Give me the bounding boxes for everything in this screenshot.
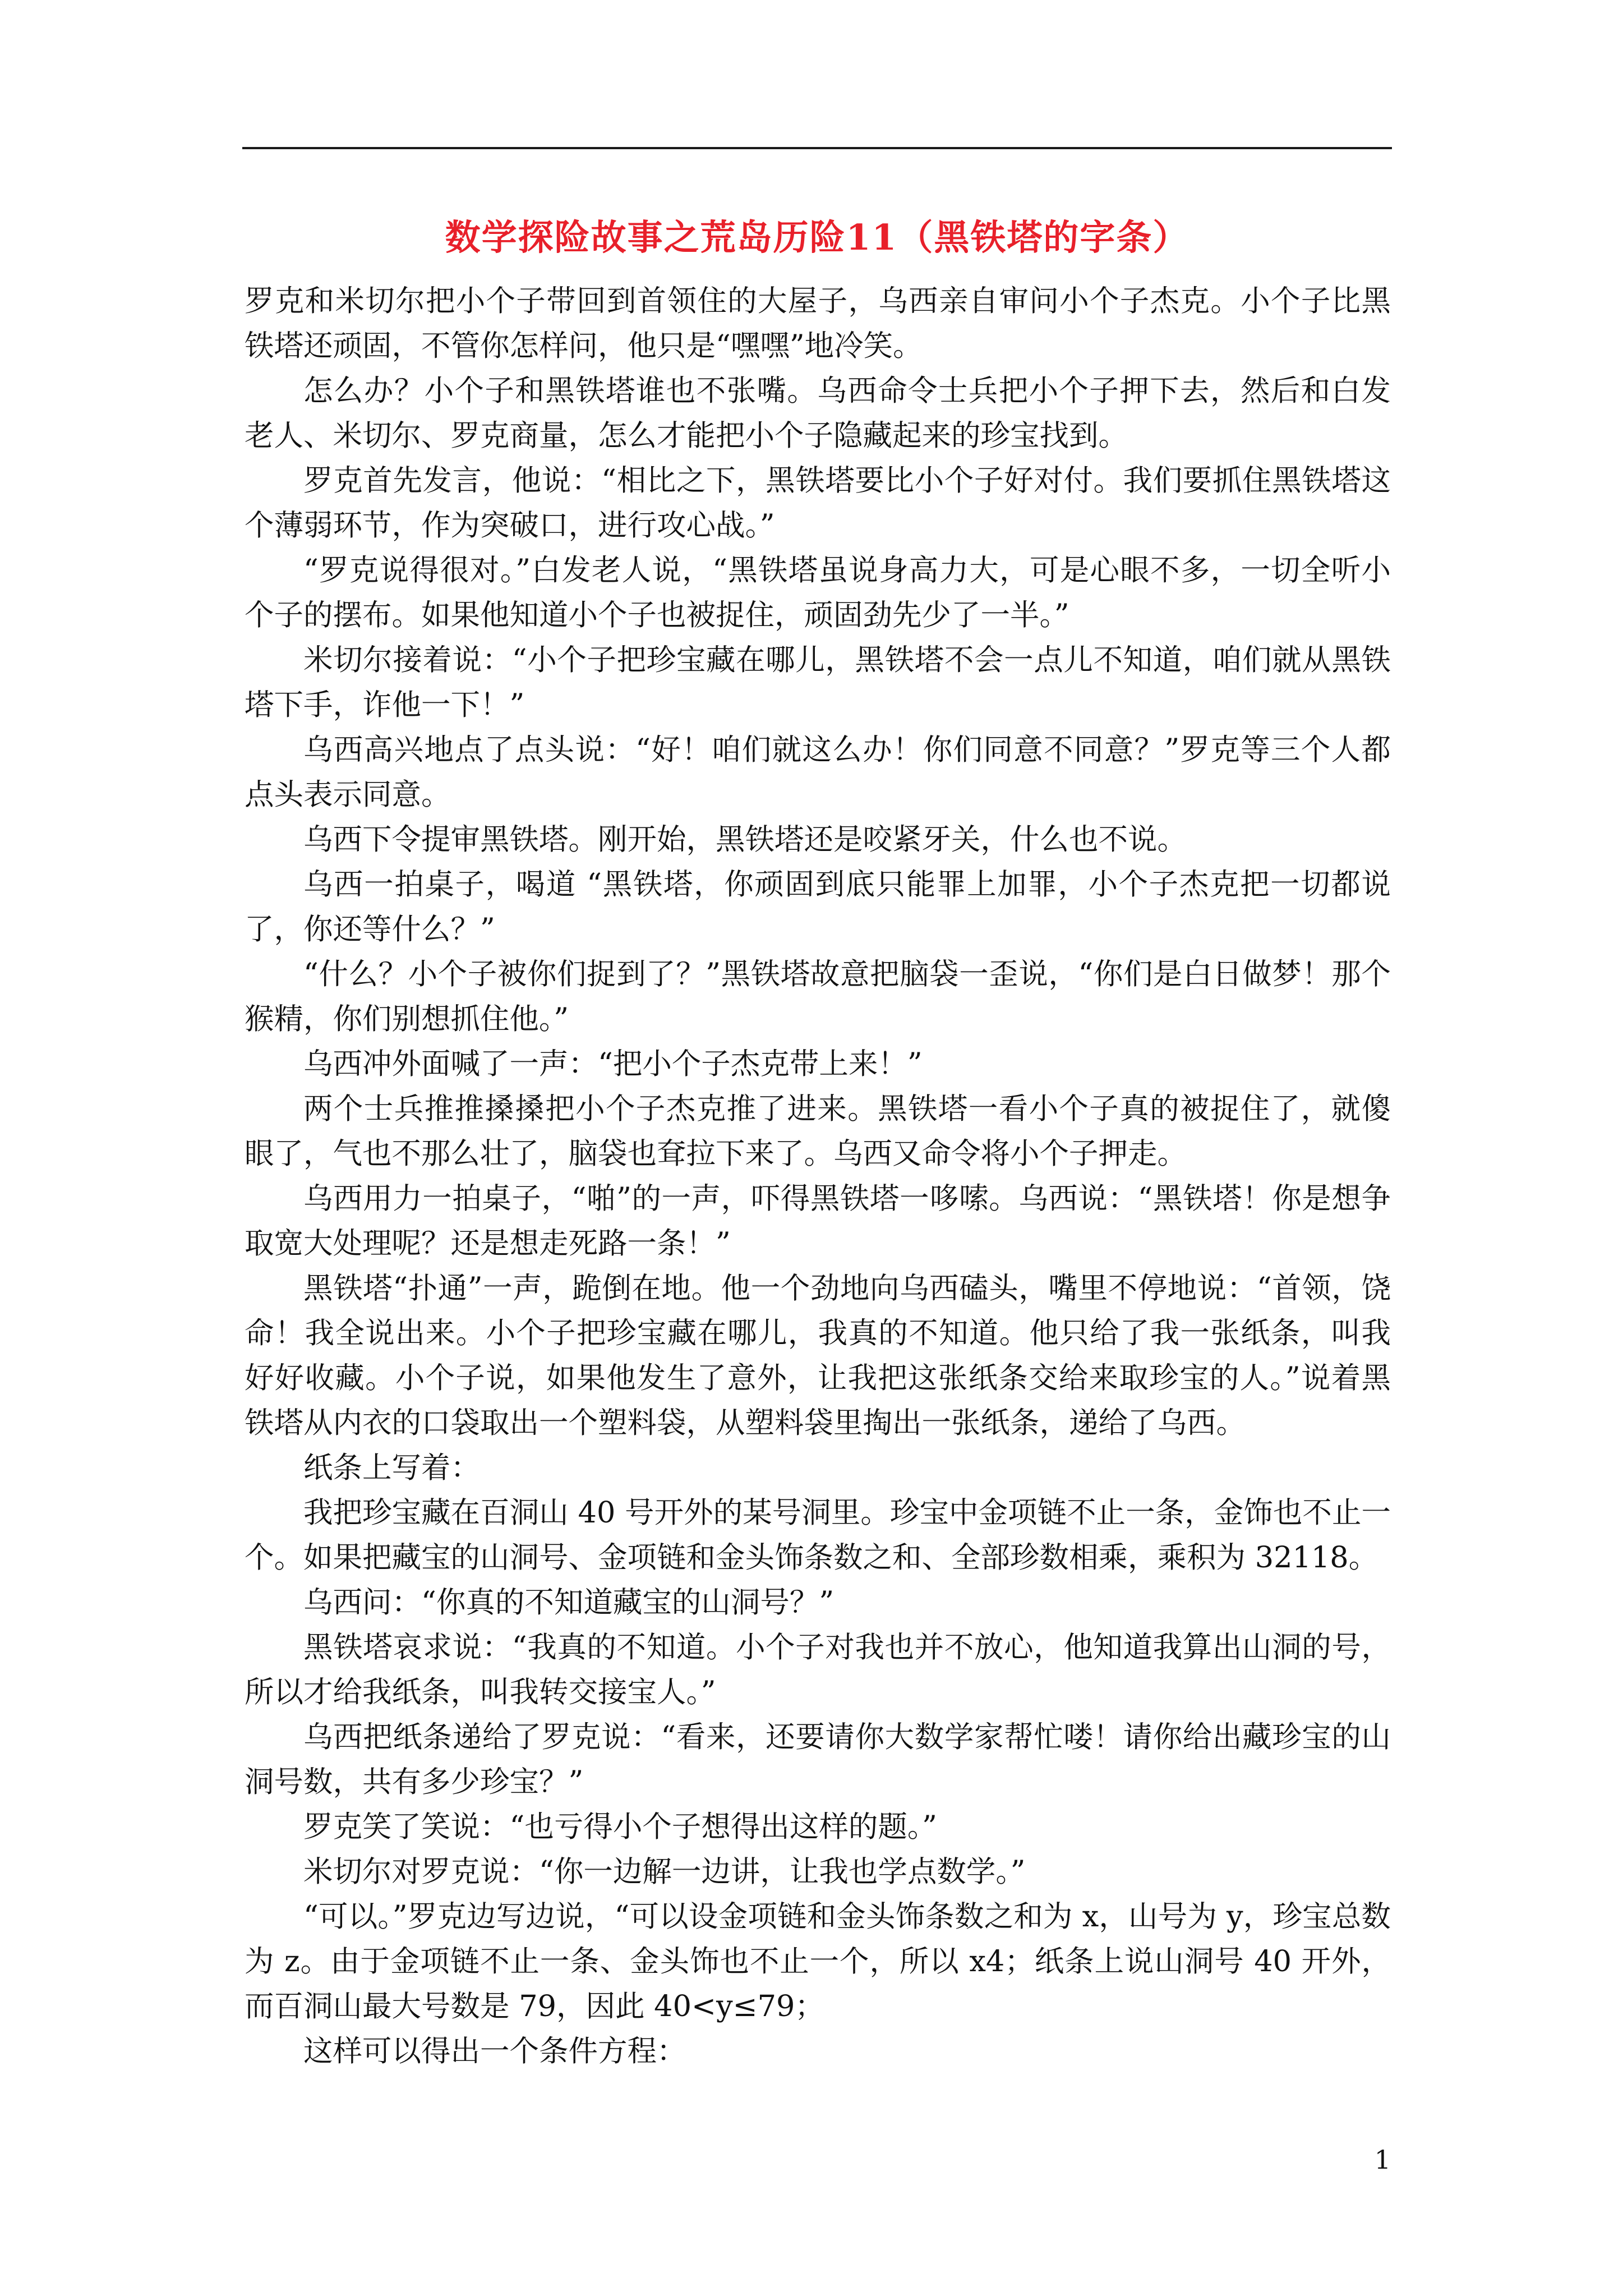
body-text xyxy=(245,279,1391,2074)
paragraph: 这样可以得出一个条件方程： xyxy=(303,2034,686,2068)
paragraph: 乌西下令提审黑铁塔。刚开始，黑铁塔还是咬紧牙关，什么也不说。 xyxy=(303,822,1187,857)
paragraph: 两个士兵推推搡搡把小个子杰克推了进来。黑铁塔一看小个子真的被捉住了，就傻眼了，气也不那么壮了，脑袋也耷拉下来了。乌西又命令将小个子押走。 xyxy=(245,1092,1391,1171)
paragraph: 乌西冲外面喊了一声：“把小个子杰克带上来！” xyxy=(303,1047,923,1081)
paragraph: 黑铁塔哀求说：“我真的不知道。小个子对我也并不放心，他知道我算出山洞的号，所以才给我纸条，叫我转交接宝人。” xyxy=(245,1630,1391,1709)
paragraph: 乌西把纸条递给了罗克说：“看来，还要请你大数学家帮忙喽！请你给出藏珍宝的山洞号数，共有多少珍宝？” xyxy=(245,1720,1391,1799)
paragraph: 乌西高兴地点了点头说：“好！咱们就这么办！你们同意不同意？”罗克等三个人都点头表示同意。 xyxy=(245,733,1391,812)
paragraph: “什么？小个子被你们捉到了？”黑铁塔故意把脑袋一歪说，“你们是白日做梦！那个猴精，你们别想抓住他。” xyxy=(245,957,1391,1036)
paragraph: 乌西问：“你真的不知道藏宝的山洞号？” xyxy=(303,1585,834,1619)
paragraph: 乌西一拍桌子，喝道 “黑铁塔，你顽固到底只能罪上加罪，小个子杰克把一切都说了，你还等什么？” xyxy=(245,867,1391,946)
paragraph: 罗克笑了笑说：“也亏得小个子想得出这样的题。” xyxy=(303,1810,937,1844)
paragraph: 纸条上写着： xyxy=(303,1451,481,1485)
header-rule xyxy=(242,147,1392,149)
paragraph: 罗克和米切尔把小个子带回到首领住的大屋子，乌西亲自审问小个子杰克。小个子比黑铁塔还顽固，不管你怎样问，他只是“嘿嘿”地冷笑。 xyxy=(245,284,1391,363)
page-number: 1 xyxy=(1374,2145,1391,2175)
paragraph: 米切尔对罗克说：“你一边解一边讲，让我也学点数学。” xyxy=(303,1855,1026,1889)
paragraph: “可以。”罗克边写边说，“可以设金项链和金头饰条数之和为 x，山号为 y，珍宝总数为 z。由于金项链不止一条、金头饰也不止一个，所以 x4；纸条上说山洞号 40 开外，而百洞山最大号数是 79，因此 40<y≤79； xyxy=(245,1899,1391,2023)
paragraph: 我把珍宝藏在百洞山 40 号开外的某号洞里。珍宝中金项链不止一条，金饰也不止一个。如果把藏宝的山洞号、金项链和金头饰条数之和、全部珍数相乘，乘积为 32118。 xyxy=(245,1496,1391,1575)
paragraph: 乌西用力一拍桌子，“啪”的一声，吓得黑铁塔一哆嗦。乌西说：“黑铁塔！你是想争取宽大处理呢？还是想走死路一条！” xyxy=(245,1181,1391,1260)
paragraph: 黑铁塔“扑通”一声，跪倒在地。他一个劲地向乌西磕头，嘴里不停地说：“首领，饶命！我全说出来。小个子把珍宝藏在哪儿，我真的不知道。他只给了我一张纸条，叫我好好收藏。小个子说，如果他发生了意外，让我把这张纸条交给来取珍宝的人。”说着黑铁塔从内衣的口袋取出一个塑料袋，从塑料袋里掏出一张纸条，递给了乌西。 xyxy=(245,1271,1391,1440)
document-title: 数学探险故事之荒岛历险11（黑铁塔的字条） xyxy=(445,217,1189,258)
paragraph: 罗克首先发言，他说：“相比之下，黑铁塔要比小个子好对付。我们要抓住黑铁塔这个薄弱环节，作为突破口，进行攻心战。” xyxy=(245,463,1391,542)
paragraph: 米切尔接着说：“小个子把珍宝藏在哪儿，黑铁塔不会一点儿不知道，咱们就从黑铁塔下手，诈他一下！” xyxy=(245,643,1391,722)
paragraph: “罗克说得很对。”白发老人说，“黑铁塔虽说身高力大，可是心眼不多，一切全听小个子的摆布。如果他知道小个子也被捉住，顽固劲先少了一半。” xyxy=(245,553,1391,632)
paragraph: 怎么办？小个子和黑铁塔谁也不张嘴。乌西命令士兵把小个子押下去，然后和白发老人、米切尔、罗克商量，怎么才能把小个子隐藏起来的珍宝找到。 xyxy=(245,374,1391,453)
